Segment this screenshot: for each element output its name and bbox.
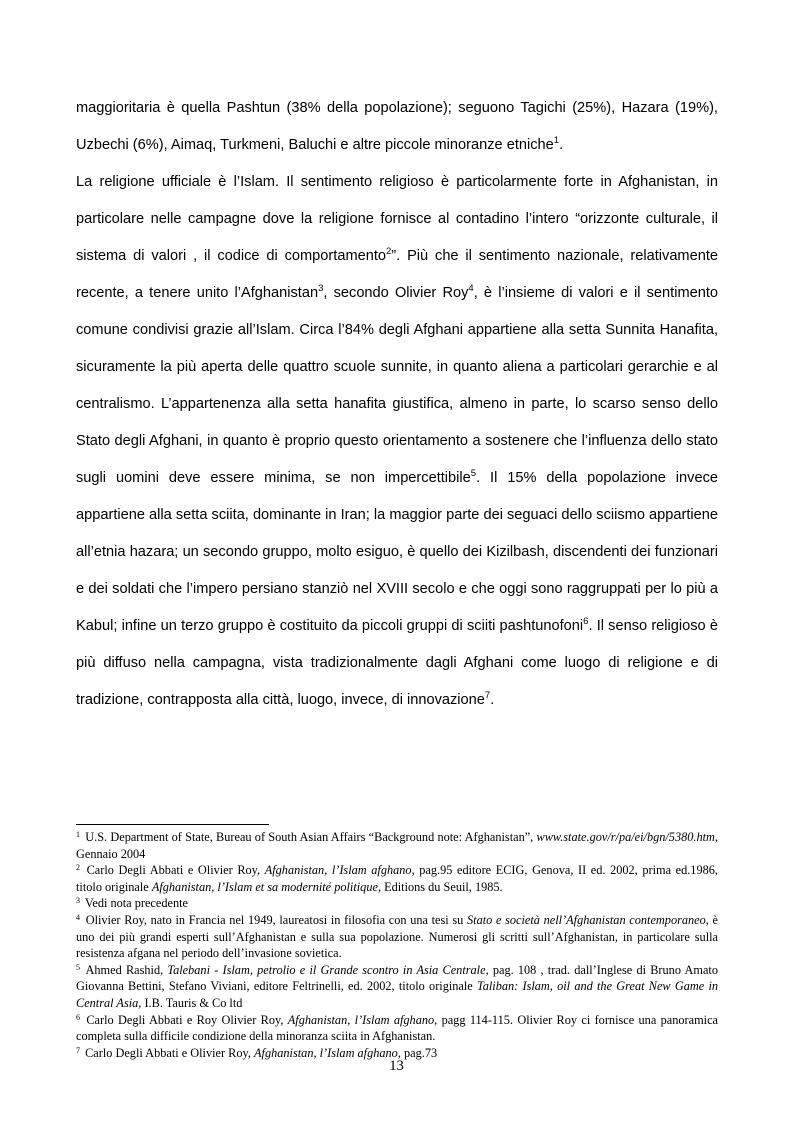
paragraph-2: La religione ufficiale è l’Islam. Il sentimento religioso è particolarmente forte in Afghanistan, in particolare nelle campagne dove la religione fornisce al contadino l’intero “orizzonte culturale, il sistema di valori , il codice di comportamento$^2$”. Più che il sentimento nazionale, relativamente recente, a tenere unito l’Afghanistan$^3$, secondo Olivier Roy$^4$, è l’insieme di valori e il sentimento comune condivisi grazie all’Islam. Circa l’84% degli Afghani appartiene alla setta Sunnita Hanafita, sicuramente la più aperta delle quattro scuole sunnite, in quanto aliena a particolari gerarchie e al centralismo. L’appartenenza alla setta hanafita giustifica, almeno in parte, lo scarso senso dello Stato degli Afghani, in quanto è proprio questo orientamento a sostenere che l’influenza dello stato sugli uomini deve essere minima, se non impercettibile$^5$. Il 15% della popolazione invece appartiene alla setta sciita, dominante in Iran; la maggior parte dei seguaci dello sciismo appartiene all’etnia hazara; un secondo gruppo, molto esiguo, è quello dei Kizilbash, discendenti dei funzionari e dei soldati che l’impero persiano stanziò nel XVIII secolo e che oggi sono raggruppati per lo più a Kabul; infine un terzo gruppo è costituito da piccoli gruppi di sciiti pashtunofoni$^6$. Il senso religioso è più diffuso nella campagna, vista tradizionalmente dagli Afghani come luogo di religione e di tradizione, contrapposta alla città, luogo, invece, di innovazione$^7$. [76, 174, 719, 708]
footnote-ref-7[interactable]: 7 [484, 690, 491, 701]
footnote-2: $^2$ Carlo Degli Abbati e Olivier Roy, Afghanistan, l’Islam afghano, pag.95 editore ECIG, Genova, II ed. 2002, prima ed.1986, titolo originale Afghanistan, l’Islam et sa modernité politique, Editions du Seuil, 1985. [76, 863, 718, 894]
footnote-ref-5[interactable]: 5 [470, 468, 477, 479]
footnote-ref-4[interactable]: 4 [468, 283, 474, 294]
footnote-link[interactable]: www.state.gov/r/pa/ei/bgn/5380.htm [536, 830, 715, 844]
footnote-1: $^1$ U.S. Department of State, Bureau of South Asian Affairs “Background note: Afghanistan”, www.state.gov/r/pa/ei/bgn/5380.htm, Gennaio 2004 [76, 830, 718, 861]
page-number: 13 [389, 1058, 404, 1074]
footnote-3: $^3$ Vedi nota precedente [76, 896, 188, 911]
footnote-ref-1[interactable]: 1 [553, 135, 560, 146]
footnote-ref-2[interactable]: 2 [386, 246, 392, 257]
footnote-4: $^4$ Olivier Roy, nato in Francia nel 1949, laureatosi in filosofia con una tesi su Stato e società nell’Afghanistan contemporaneo, è uno dei più grandi esperti sull’Afghanistan e sulla sua popolazione. Numerosi gli scritti sull’Afghanistan, in particolare sulla resistenza afgana nel periodo dell’invasione sovietica. [76, 912, 718, 961]
footnote-separator [76, 824, 269, 825]
main-text [76, 90, 718, 719]
footnote-5: $^5$ Ahmed Rashid, Talebani - Islam, petrolio e il Grande scontro in Asia Centrale, pag. 108 , trad. dall’Inglese di Bruno Amato Giovanna Bettini, Stefano Viviani, editore Feltrinelli, ed. 2002, titolo originale Taliban: Islam, oil and the Great New Game in Central Asia, I.B. Tauris & Co ltd [76, 962, 719, 1010]
paragraph-1: maggioritaria è quella Pashtun (38% della popolazione); seguono Tagichi (25%), Hazara (19%), Uzbechi (6%), Aimaq, Turkmeni, Baluchi e altre piccole minoranze etniche$^1$. [76, 100, 718, 153]
footnotes [76, 829, 718, 1061]
footnote-ref-3[interactable]: 3 [318, 283, 324, 294]
footnote-6: $^6$ Carlo Degli Abbati e Roy Olivier Roy, Afghanistan, l’Islam afghano, pagg 114-115. Olivier Roy ci fornisce una panoramica completa sulla difficile condizione della minoranza sciita in Afghanistan. [76, 1012, 718, 1044]
footnote-7: $^7$ Carlo Degli Abbati e Olivier Roy, Afghanistan, l’Islam afghano, pag.73 [76, 1045, 438, 1060]
footnote-ref-6[interactable]: 6 [583, 616, 589, 627]
